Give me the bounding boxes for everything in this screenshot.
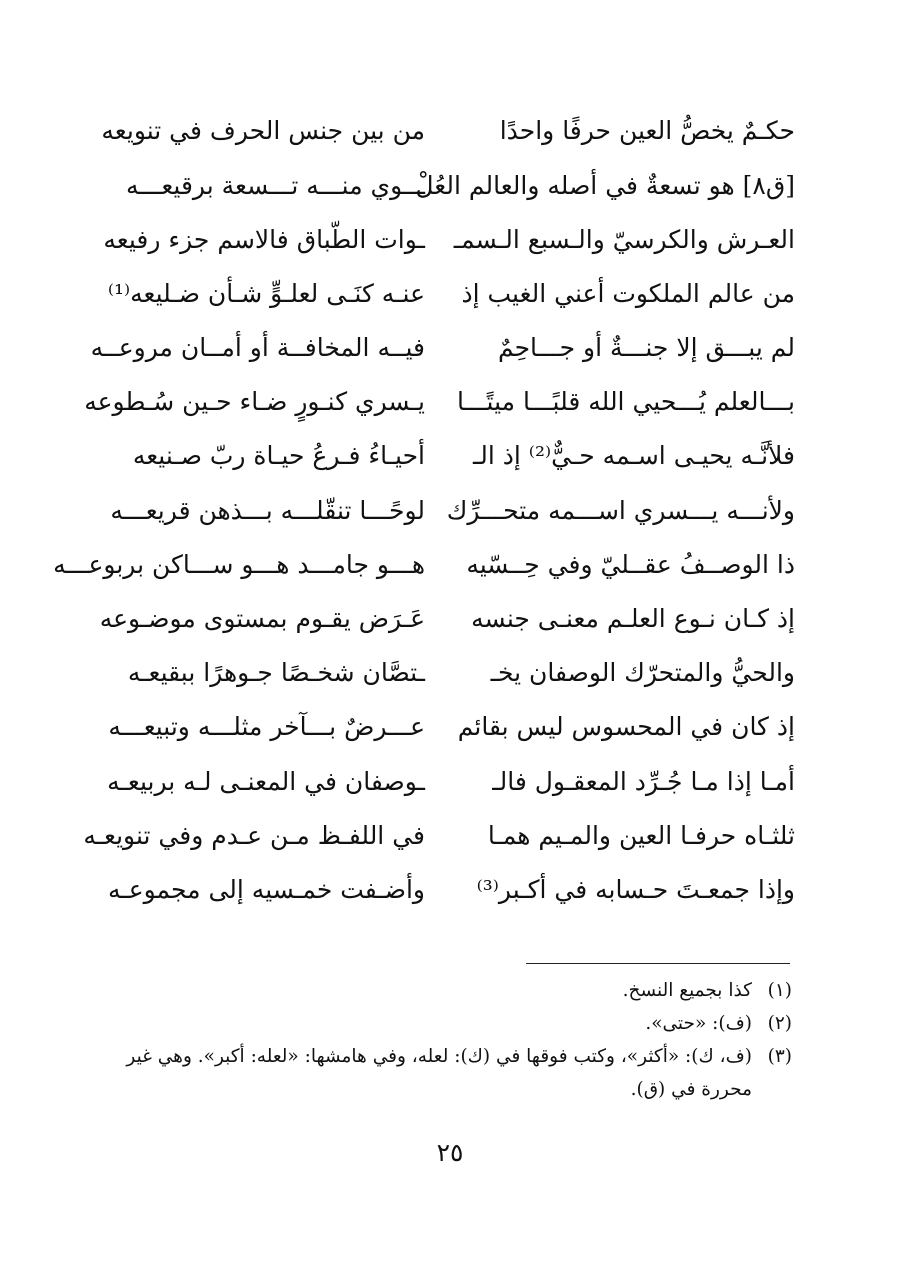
footnote bbox=[108, 1041, 792, 1107]
first-hemistich: فلأنَّـه يحيـى اسـمه حـيٌّ⁽²⁾ إذ الـ bbox=[472, 441, 795, 471]
footnote-text: كذا بجميع النسخ. bbox=[622, 980, 752, 1001]
verse-line bbox=[83, 808, 795, 862]
footnote bbox=[108, 975, 792, 1008]
second-hemistich: فيــه المخافــة أو أمــان مروعــه bbox=[90, 333, 425, 363]
first-hemistich: العـرش والكرسيّ والـسبع الـسمـ bbox=[453, 224, 795, 254]
footnote bbox=[108, 1008, 792, 1041]
first-hemistich: ثلثـاه حرفـا العين والمـيم همـا bbox=[487, 820, 795, 850]
verse-line bbox=[84, 375, 795, 429]
verse-line bbox=[95, 483, 795, 537]
first-hemistich: وإذا جمعـتَ حـسابه في أكـبر⁽³⁾ bbox=[476, 874, 795, 904]
footnotes bbox=[108, 975, 792, 1107]
second-hemistich: عـــرضٌ بـــآخر مثلـــه وتبيعـــه bbox=[108, 712, 425, 742]
verse-line bbox=[95, 267, 795, 321]
second-hemistich: ـــوي منـــه تـــسعة برقيعـــه bbox=[126, 170, 425, 200]
first-hemistich: والحيُّ والمتحرّك الوصفان يخـ bbox=[490, 658, 795, 688]
page-number: ٢٥ bbox=[436, 1138, 464, 1167]
first-hemistich: بـــالعلم يُـــحيي الله قلبًـــا ميتًـــا bbox=[456, 387, 795, 417]
second-hemistich: هـــو جامـــد هـــو ســـاكن بربوعـــه bbox=[53, 549, 425, 579]
footnote-number: (٣) bbox=[767, 1045, 792, 1067]
second-hemistich: وأضـفت خمـسيه إلى مجموعـه bbox=[107, 874, 425, 904]
verse-line bbox=[95, 646, 795, 700]
first-hemistich: ذا الوصــفُ عقــليّ وفي حِــسّيه bbox=[466, 549, 795, 579]
first-hemistich: ولأنـــه يـــسري اســـمه متحـــرِّك bbox=[446, 495, 795, 525]
footnote-text: (ف): «حتى». bbox=[645, 1012, 752, 1034]
first-hemistich: إذ كان في المحسوس ليس بقائم bbox=[457, 712, 795, 742]
second-hemistich: ـوات الطّباق فالاسم جزء رفيعه bbox=[103, 224, 425, 254]
verse-line bbox=[95, 863, 795, 917]
verse-line bbox=[95, 158, 795, 212]
verse-line bbox=[95, 754, 795, 808]
first-hemistich: أمـا إذا مـا جُـرِّد المعقـول فالـ bbox=[492, 766, 795, 796]
verse-line bbox=[95, 429, 795, 483]
verse-line bbox=[53, 538, 795, 592]
second-hemistich: في اللفـظ مـن عـدم وفي تنويعـه bbox=[83, 820, 425, 850]
verse-line bbox=[95, 212, 795, 266]
verse-line bbox=[95, 104, 795, 158]
second-hemistich: عنـه كنَـى لعلـوٍّ شـأن ضـليعه⁽¹⁾ bbox=[107, 278, 425, 308]
verse-line bbox=[95, 700, 795, 754]
second-hemistich: لوحًـــا تنقّلـــه بـــذهن قريعـــه bbox=[110, 495, 425, 525]
second-hemistich: ـتصَّان شخـصًا جـوهرًا ببقيعـه bbox=[127, 658, 425, 688]
footnote-text: (ف، ك): «أكثر»، وكتب فوقها في (ك): لعله، وفي هامشها: «لعله: أكبر». وهي غير محررة في (ق). bbox=[126, 1045, 752, 1100]
first-hemistich: حكـمٌ يخصُّ العين حرفًا واحدًا bbox=[499, 116, 795, 146]
first-hemistich: لم يبـــق إلا جنـــةٌ أو جـــاحِمٌ bbox=[497, 333, 795, 363]
first-hemistich: من عالم الملكوت أعني الغيب إذ bbox=[461, 278, 795, 308]
footnote-number: (٢) bbox=[767, 1012, 792, 1034]
first-hemistich: [ق٨] هو تسعةٌ في أصله والعالم العُلْ bbox=[415, 170, 795, 200]
second-hemistich: عَـرَض يقـوم بمستوى موضـوعه bbox=[99, 604, 425, 634]
second-hemistich: يـسري كنـورٍ ضـاء حـين سُـطوعه bbox=[84, 387, 425, 417]
second-hemistich: من بين جنس الحرف في تنويعه bbox=[101, 116, 425, 146]
poem-body bbox=[53, 104, 795, 917]
first-hemistich: إذ كـان نـوع العلـم معنـى جنسه bbox=[471, 604, 795, 634]
verse-line bbox=[95, 592, 795, 646]
footnote-separator bbox=[526, 963, 790, 964]
second-hemistich: أحيـاءُ فـرعُ حيـاة ربّ صـنيعه bbox=[132, 441, 425, 471]
footnote-number: (١) bbox=[767, 980, 792, 1001]
verse-line bbox=[90, 321, 795, 375]
second-hemistich: ـوصفان في المعنـى لـه بربيعـه bbox=[107, 766, 425, 796]
